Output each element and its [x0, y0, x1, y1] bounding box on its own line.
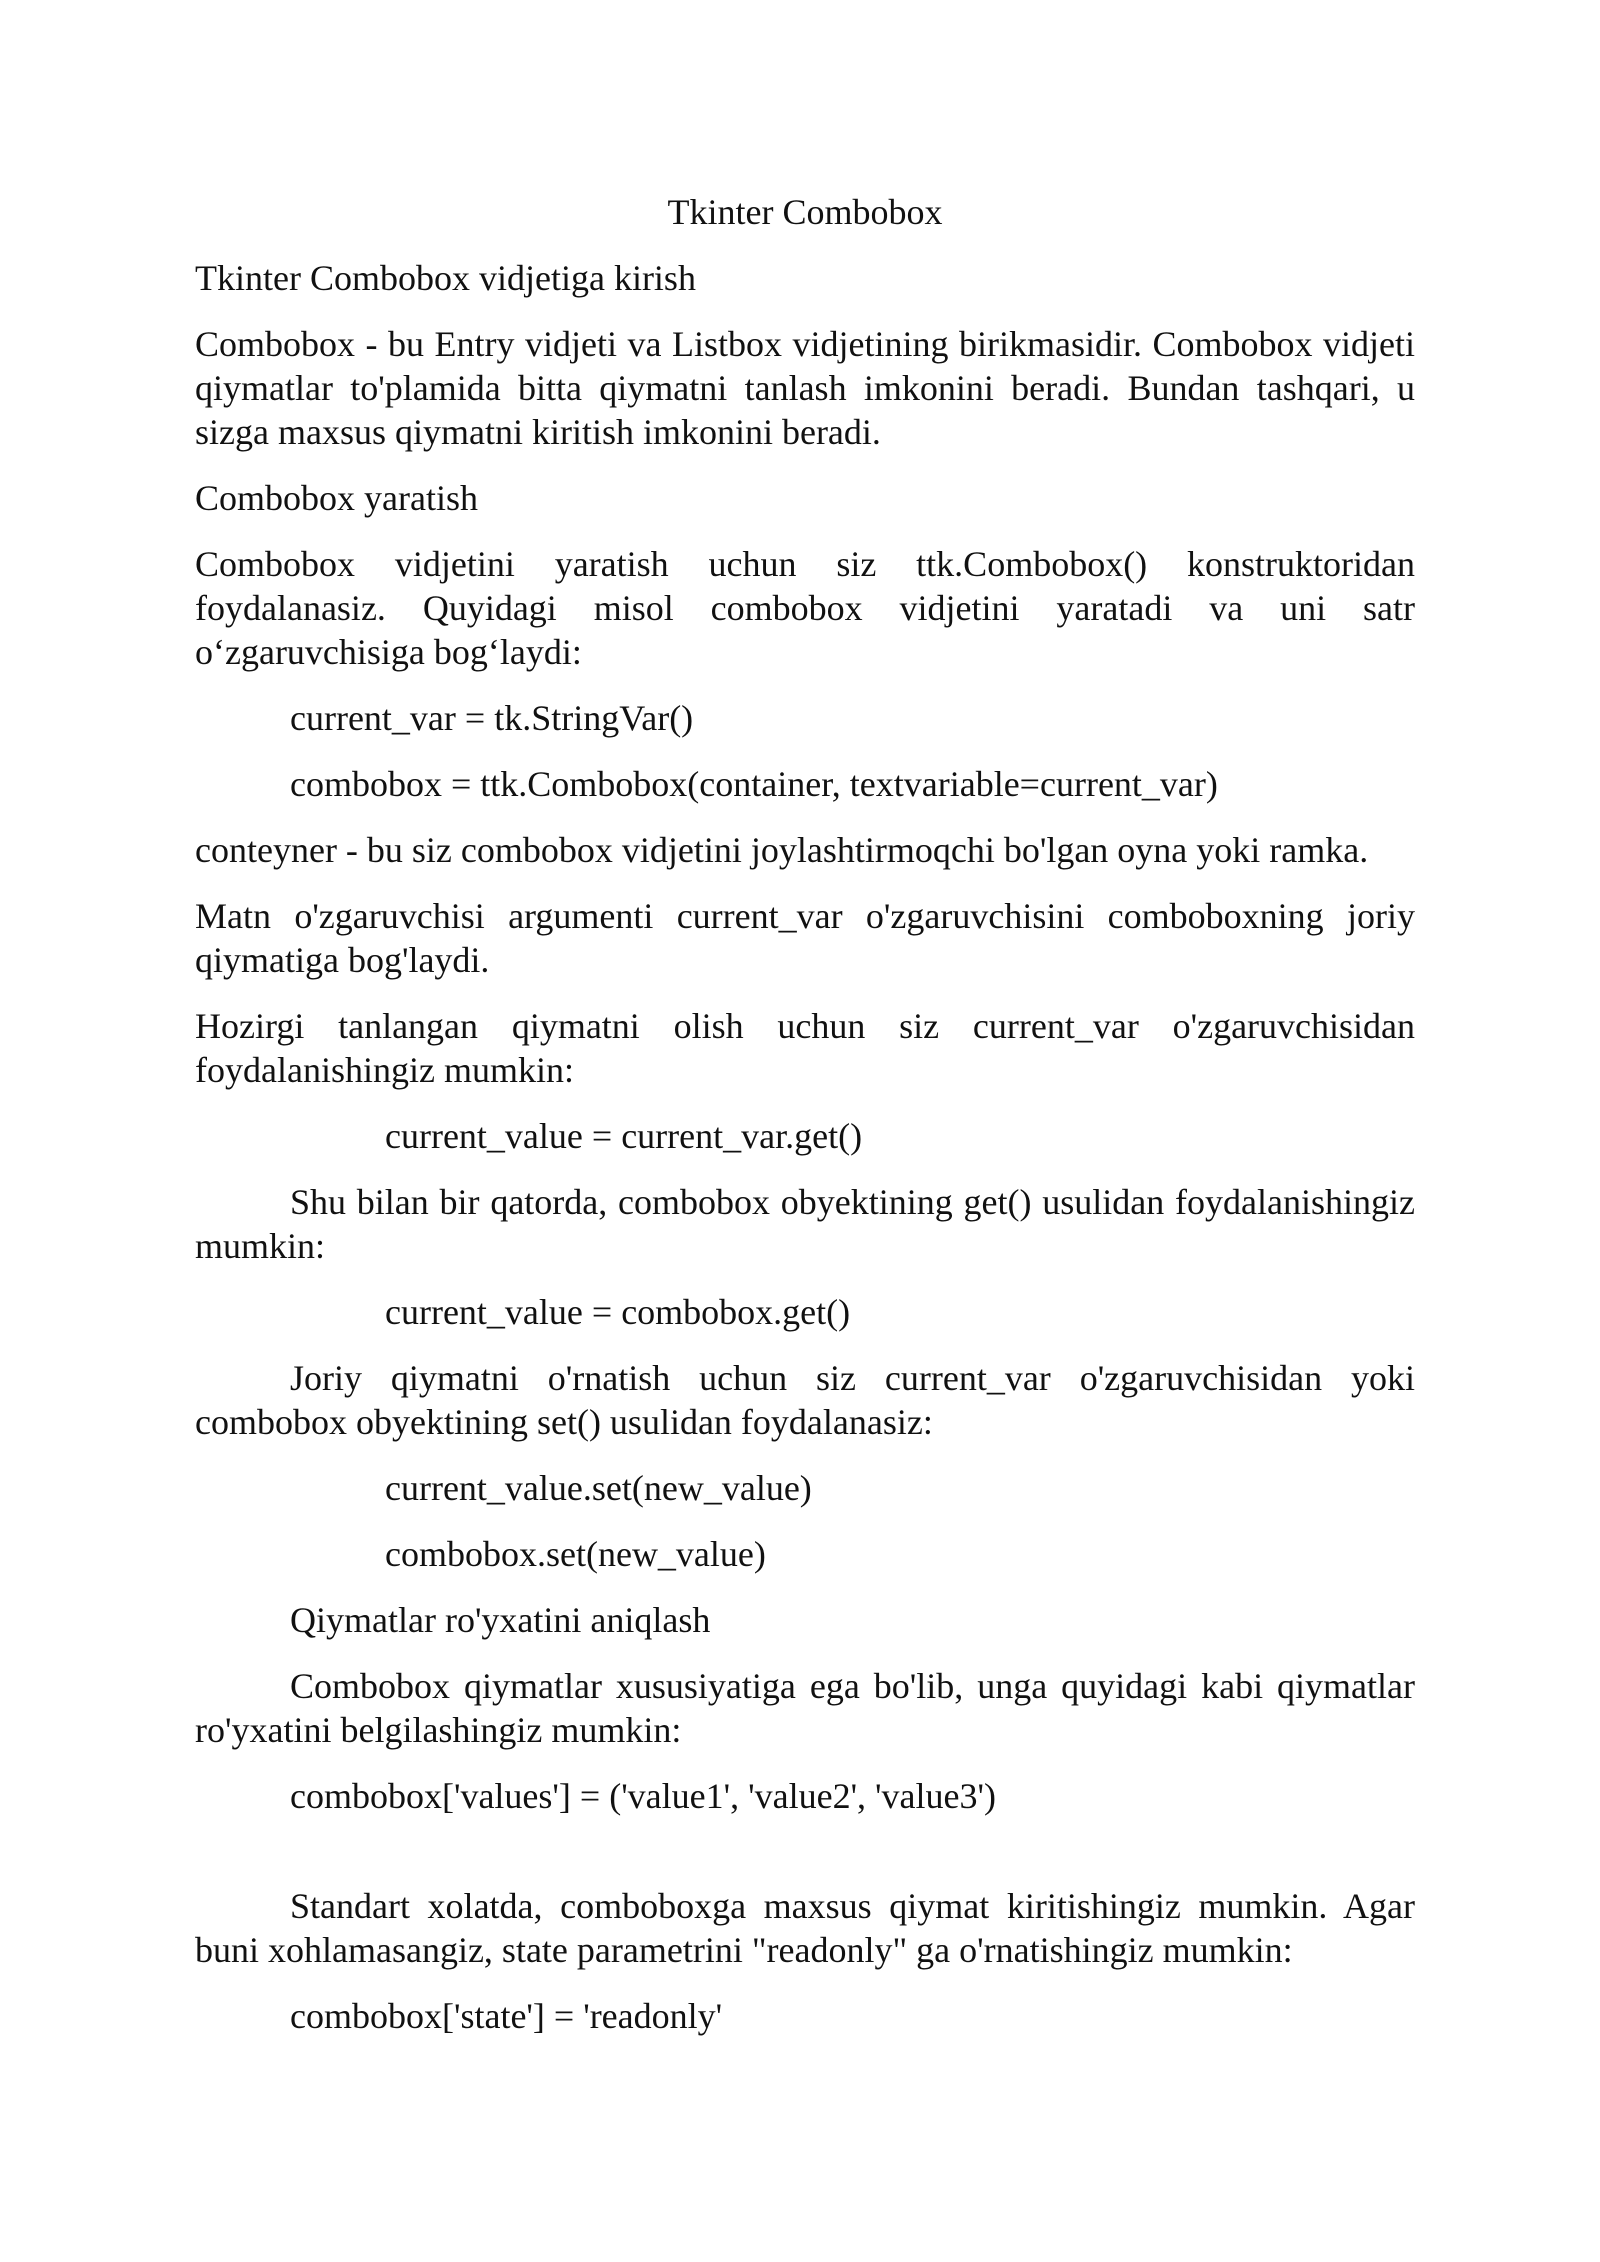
paragraph-readonly: Standart xolatda, comboboxga maxsus qiymat kiritishingiz mumkin. Agar buni xohlamasangiz, state parametrini "readonly" ga o'rnatishingiz mumkin: [195, 1886, 1415, 1970]
paragraph-container: conteyner - bu siz combobox vidjetini joylashtirmoqchi bo'lgan oyna yoki ramka. [195, 830, 1369, 870]
document-page [195, 190, 1415, 2060]
code-line-get-variable: current_value = current_var.get() [385, 1116, 863, 1156]
paragraph-values: Combobox qiymatlar xususiyatiga ega bo'lib, unga quyidagi kabi qiymatlar ro'yxatini belgilashingiz mumkin: [195, 1666, 1415, 1750]
section-heading-create: Combobox yaratish [195, 478, 478, 518]
paragraph-textvariable: Matn o'zgaruvchisi argumenti current_var o'zgaruvchisini comboboxning joriy qiymatiga bog'laydi. [195, 896, 1415, 980]
paragraph-set: Joriy qiymatni o'rnatish uchun siz current_var o'zgaruvchisidan yoki combobox obyektining set() usulidan foydalanasiz: [195, 1358, 1415, 1442]
document-title: Tkinter Combobox [667, 192, 943, 232]
paragraph-create: Combobox vidjetini yaratish uchun siz ttk.Combobox() konstruktoridan foydalanasiz. Quyidagi misol combobox vidjetini yaratadi va uni satr o‘zgaruvchisiga bog‘laydi: [195, 544, 1415, 672]
paragraph-get-variable: Hozirgi tanlangan qiymatni olish uchun siz current_var o'zgaruvchisidan foydalanishingiz mumkin: [195, 1006, 1415, 1090]
code-line-combobox: combobox = ttk.Combobox(container, textvariable=current_var) [290, 764, 1218, 804]
code-line-readonly: combobox['state'] = 'readonly' [290, 1996, 723, 2036]
code-line-stringvar: current_var = tk.StringVar() [290, 698, 694, 738]
code-line-set-object: combobox.set(new_value) [385, 1534, 766, 1574]
paragraph-get-object: Shu bilan bir qatorda, combobox obyektining get() usulidan foydalanishingiz mumkin: [195, 1182, 1415, 1266]
code-line-get-object: current_value = combobox.get() [385, 1292, 851, 1332]
section-heading-intro: Tkinter Combobox vidjetiga kirish [195, 258, 696, 298]
paragraph-intro: Combobox - bu Entry vidjeti va Listbox vidjetining birikmasidir. Combobox vidjeti qiymatlar to'plamida bitta qiymatni tanlash imkonini beradi. Bundan tashqari, u sizga maxsus qiymatni kiritish imkonini beradi. [195, 324, 1415, 452]
blank-line [195, 1840, 1415, 1884]
code-line-set-variable: current_value.set(new_value) [385, 1468, 812, 1508]
section-heading-values: Qiymatlar ro'yxatini aniqlash [290, 1600, 711, 1640]
code-line-values: combobox['values'] = ('value1', 'value2', 'value3') [290, 1776, 996, 1816]
